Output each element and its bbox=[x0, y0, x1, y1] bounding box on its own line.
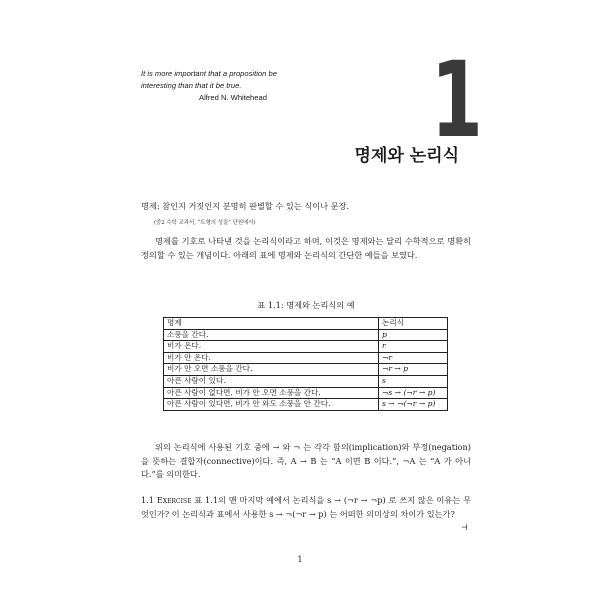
table-row bbox=[164, 352, 448, 364]
table-row bbox=[164, 387, 448, 399]
table-row bbox=[164, 399, 448, 411]
exercise-text: 표 1.1의 맨 마지막 예에서 논리식을 s → (¬r → ¬p) 로 쓰지 않은 이유는 무엇인가? 이 논리식과 표에서 사용한 s → ¬(¬r → p) 는 어떠한 의미상의 차이가 있는가? bbox=[141, 495, 471, 519]
table-caption: 표 1.1: 명제와 논리식의 예 bbox=[257, 300, 355, 310]
page-number: 1 bbox=[297, 554, 303, 564]
row-proposition: 비가 안 온다. bbox=[164, 352, 379, 364]
exercise-label: 1.1 Exercise bbox=[141, 495, 192, 505]
definition-text: 명제: 참인지 거짓인지 분명히 판별할 수 있는 식이나 문장. bbox=[141, 201, 350, 211]
intro-paragraph: 명제를 기호로 나타낸 것을 논리식이라고 하며, 이것은 명제와는 달리 수학적으로 명확히 정의할 수 있는 개념이다. 아래의 표에 명제와 논리식의 간단한 예들을 보였다. bbox=[141, 236, 471, 260]
header-proposition: 명제 bbox=[164, 318, 379, 330]
table-row bbox=[164, 329, 448, 341]
header-formula: 논리식 bbox=[379, 318, 448, 330]
row-proposition: 아픈 사람이 있다. bbox=[164, 375, 379, 387]
epigraph-author: Alfred N. Whitehead bbox=[199, 93, 267, 102]
row-proposition: 아픈 사람이 없다면, 비가 안 오면 소풍을 간다. bbox=[164, 387, 379, 399]
table-header-row bbox=[164, 318, 448, 330]
connective-paragraph: 위의 논리식에 사용된 기호 중에 → 와 ¬ 는 각각 함의(implication)와 부정(negation)을 뜻하는 결합자(connective)이다. 즉, A → B 는 “A 이면 B 이다.”, ¬A 는 “A 가 아니다.”를 의미한다. bbox=[141, 442, 471, 479]
row-proposition: 비가 온다. bbox=[164, 341, 379, 353]
table-row bbox=[164, 364, 448, 376]
row-formula: r bbox=[379, 341, 448, 353]
chapter-number: 1 bbox=[430, 39, 483, 161]
table-row bbox=[164, 375, 448, 387]
table-row bbox=[164, 341, 448, 353]
row-formula: ¬r bbox=[379, 352, 448, 364]
definition-source: (중2 수학 교과서, “도형의 성질” 단원에서) bbox=[154, 220, 256, 226]
epigraph-quote-line-2: interesting than that it be true. bbox=[141, 81, 242, 90]
row-formula: ¬s → (¬r → p) bbox=[379, 387, 448, 399]
row-formula: ¬r → p bbox=[379, 364, 448, 376]
row-formula: s bbox=[379, 375, 448, 387]
epigraph-quote-line-1: It is more important that a proposition be bbox=[141, 69, 277, 78]
epigraph bbox=[141, 68, 361, 104]
row-formula: p bbox=[379, 329, 448, 341]
exercise-end-mark: ⊣ bbox=[461, 523, 468, 532]
exercise bbox=[141, 494, 471, 521]
chapter-title: 명제와 논리식 bbox=[354, 146, 459, 166]
row-proposition: 소풍을 간다. bbox=[164, 329, 379, 341]
row-proposition: 아픈 사람이 있다면, 비가 안 와도 소풍을 안 간다. bbox=[164, 399, 379, 411]
row-proposition: 비가 안 오면 소풍을 간다. bbox=[164, 364, 379, 376]
row-formula: s → ¬(¬r → p) bbox=[379, 399, 448, 411]
proposition-table bbox=[163, 317, 448, 411]
